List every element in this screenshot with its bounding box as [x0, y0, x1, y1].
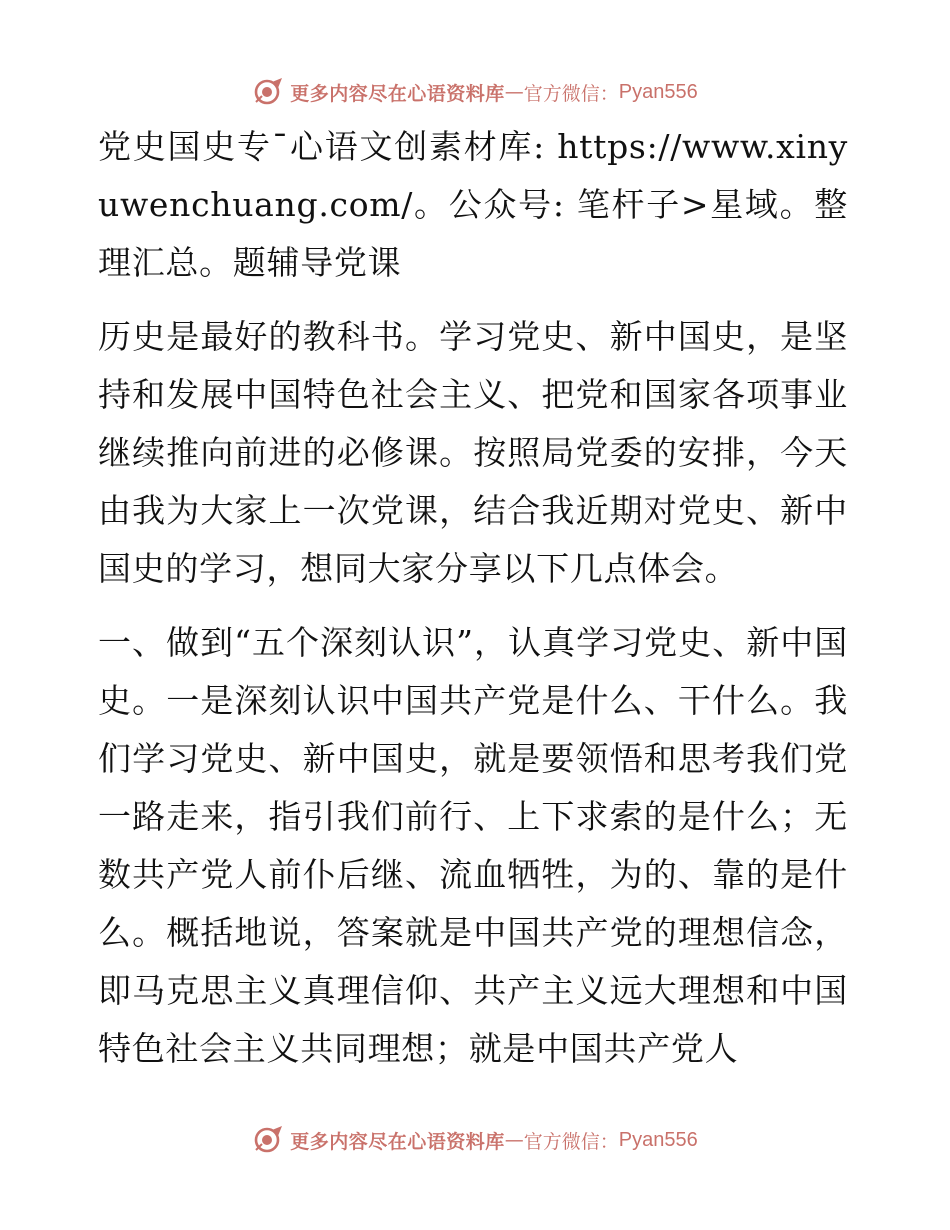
document-body	[98, 118, 848, 1094]
header-watermark	[0, 72, 950, 112]
watermark-text: 更多内容尽在心语资料库	[290, 82, 505, 105]
wechat-id: Pyan556	[618, 80, 698, 103]
pen-logo-icon	[252, 1124, 284, 1156]
pen-logo-icon	[252, 76, 284, 108]
paragraph-intro: 历史是最好的教科书。学习党史、新中国史，是坚持和发展中国特色社会主义、把党和国家各项事业继续推向前进的必修课。按照局党委的安排，今天由我为大家上一次党课，结合我近期对党史、新中国史的学习，想同大家分享以下几点体会。	[98, 317, 848, 588]
paragraph-section-one: 一、做到“五个深刻认识”，认真学习党史、新中国史。一是深刻认识中国共产党是什么、干什么。我们学习党史、新中国史，就是要领悟和思考我们党一路走来，指引我们前行、上下求索的是什么；无数共产党人前仆后继、流血牺牲，为的、靠的是什么。概括地说，答案就是中国共产党的理想信念，即马克思主义真理信仰、共产主义远大理想和中国特色社会主义共同理想；就是中国共产党人	[98, 623, 848, 1068]
footer-watermark	[0, 1120, 950, 1160]
watermark-separator: —	[504, 81, 524, 103]
paragraph-source: 党史国史专¯心语文创素材库: https://www.xinyuwenchuang.com/。公众号: 笔杆子>星域。整理汇总。题辅导党课	[98, 127, 848, 282]
wechat-id: Pyan556	[618, 1128, 698, 1151]
watermark-separator: —	[504, 1129, 524, 1151]
wechat-label: 官方微信：	[523, 1130, 619, 1153]
wechat-label: 官方微信：	[523, 82, 619, 105]
watermark-text: 更多内容尽在心语资料库	[290, 1130, 505, 1153]
